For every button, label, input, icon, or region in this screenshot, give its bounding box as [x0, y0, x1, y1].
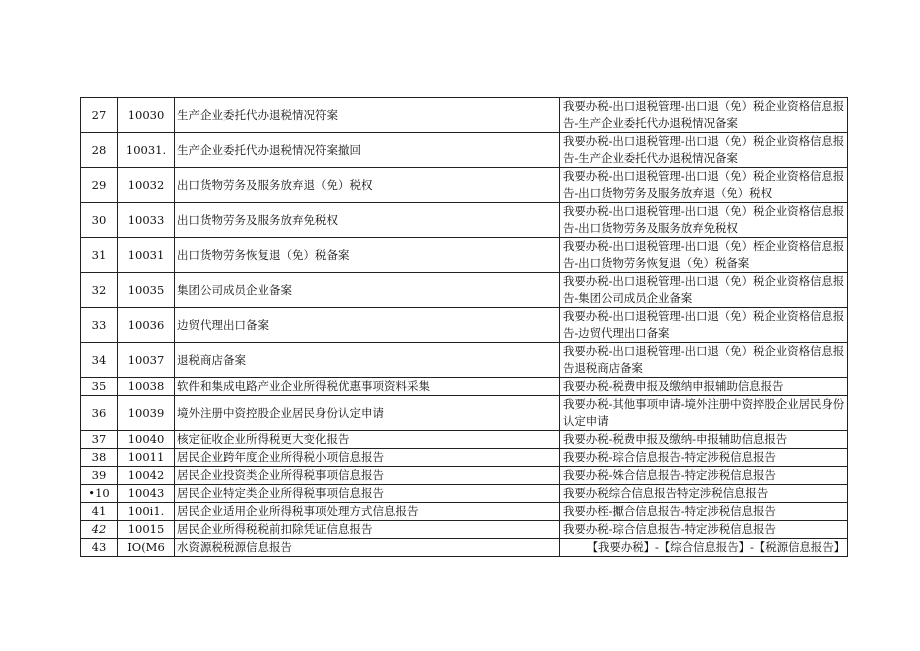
- matter-code: 10036: [118, 308, 175, 343]
- row-number: 32: [81, 273, 118, 308]
- row-number: 27: [81, 98, 118, 133]
- matter-name: 出口货物劳务及服务放弃退（免）税权: [175, 168, 560, 203]
- matter-code: 10039: [118, 396, 175, 431]
- table-row: [81, 396, 848, 431]
- row-number: 35: [81, 378, 118, 396]
- table-row: [81, 503, 848, 521]
- menu-path: 我要办税-出口退税管理-出口退（免）桎企业资格信息报告-出口货物劳务恢复退（免）税备案: [560, 238, 848, 273]
- matter-code: 10043: [118, 485, 175, 503]
- table-row: [81, 378, 848, 396]
- menu-path: 我要办税-其他事项申请-境外注册中资捽股企业居民身份认定申请: [560, 396, 848, 431]
- menu-path: 我要办税-琮合信息报告-特定涉税信息报告: [560, 449, 848, 467]
- matter-code: 10035: [118, 273, 175, 308]
- menu-path: 我要办税-税费申报及缴纳-申报辅助信息报告: [560, 431, 848, 449]
- table-row: [81, 343, 848, 378]
- matter-name: 境外注册中资控股企业居民身份认定申请: [175, 396, 560, 431]
- menu-path: 【我要办税】-【综合信息报告】-【税源信息报告】: [560, 539, 848, 557]
- row-number: 30: [81, 203, 118, 238]
- matter-code: 10033: [118, 203, 175, 238]
- matter-code: 10031.: [118, 133, 175, 168]
- matter-code: 100i1.: [118, 503, 175, 521]
- matter-code: 10038: [118, 378, 175, 396]
- row-number: 36: [81, 396, 118, 431]
- matter-code: 10037: [118, 343, 175, 378]
- matter-code: 10040: [118, 431, 175, 449]
- menu-path: 我要办税-出口退税管理-出口退（免）税企业资格信息报告-集团公司成员企业备案: [560, 273, 848, 308]
- row-number: 41: [81, 503, 118, 521]
- matter-name: 生产企业委托代办退税情况符案: [175, 98, 560, 133]
- matter-name: 核定征收企业所得税更大变化报告: [175, 431, 560, 449]
- menu-path: 我要办税综合信息报告特定涉税信息报告: [560, 485, 848, 503]
- matter-name: 居民企业适用企业所得税事项处理方式信息报告: [175, 503, 560, 521]
- menu-path: 我要办税-出口退税管理-出口退（免）税企业资格信息报告-生产企业委托代办退税情况备案: [560, 133, 848, 168]
- row-number: 42: [81, 521, 118, 539]
- row-number: 34: [81, 343, 118, 378]
- menu-path: 我要办税-琮合信息报告-特定涉税信息报告: [560, 521, 848, 539]
- matter-code: 10011: [118, 449, 175, 467]
- row-number: 28: [81, 133, 118, 168]
- table-row: [81, 203, 848, 238]
- table-row: [81, 485, 848, 503]
- table-row: [81, 467, 848, 485]
- matter-code: 10031: [118, 238, 175, 273]
- matter-code: 10042: [118, 467, 175, 485]
- table-row: [81, 133, 848, 168]
- matter-name: 居民企业跨年度企业所得税小项信息报告: [175, 449, 560, 467]
- table-row: [81, 539, 848, 557]
- matter-name: 出口货物劳务恢复退（免）税备案: [175, 238, 560, 273]
- table-row: [81, 273, 848, 308]
- row-number: 29: [81, 168, 118, 203]
- menu-path: 我要办税-出口退税管理-出口退（免）税企业资格信息报告-出口货物劳务及服务放弃退（免）税权: [560, 168, 848, 203]
- matter-name: 生产企业委托代办退税情况符案撤回: [175, 133, 560, 168]
- menu-path: 我要办税-出口退税管理-出口退（免）税企业资格信息报告退税商店备案: [560, 343, 848, 378]
- matter-name: 居民企业特定类企业所得税事项信息报告: [175, 485, 560, 503]
- row-number: 37: [81, 431, 118, 449]
- matter-code: IO(M6: [118, 539, 175, 557]
- table-row: [81, 521, 848, 539]
- table-row: [81, 308, 848, 343]
- table-row: [81, 168, 848, 203]
- table-row: [81, 238, 848, 273]
- menu-path: 我要办桎-擫合信息报告-特定涉税信息报告: [560, 503, 848, 521]
- menu-path: 我要办税-出口退税管理-出口退（免）税企业资格信息报告-出口货物劳务及服务放弃免税权: [560, 203, 848, 238]
- row-number: 31: [81, 238, 118, 273]
- matter-name: 集团公司成员企业备案: [175, 273, 560, 308]
- matter-code: 10030: [118, 98, 175, 133]
- matter-name: 边贸代理出口备案: [175, 308, 560, 343]
- matter-name: 出口货物劳务及服务放弃免税权: [175, 203, 560, 238]
- matter-name: 软件和集成电路产业企业所得税优惠事项资料采集: [175, 378, 560, 396]
- table-row: [81, 449, 848, 467]
- menu-path: 我要办税-姝合信息报告-特定涉税信息报告: [560, 467, 848, 485]
- row-number: •10: [81, 485, 118, 503]
- matter-name: 居民企业投资类企业所得税事项信息报告: [175, 467, 560, 485]
- row-number: 38: [81, 449, 118, 467]
- matter-name: 居民企业所得税税前扣除凭证信息报告: [175, 521, 560, 539]
- tax-matters-table: [80, 97, 848, 557]
- matter-name: 退税商店备案: [175, 343, 560, 378]
- matter-name: 水资源税税源信息报告: [175, 539, 560, 557]
- table-row: [81, 431, 848, 449]
- matter-code: 10015: [118, 521, 175, 539]
- row-number: 33: [81, 308, 118, 343]
- row-number: 43: [81, 539, 118, 557]
- menu-path: 我要办税-出口退税管理-出口退（免）税企业资格信息报告-生产企业委托代办退税情况备案: [560, 98, 848, 133]
- row-number: 39: [81, 467, 118, 485]
- table-row: [81, 98, 848, 133]
- menu-path: 我要办税-税费申报及缴纳申报辅助信息报告: [560, 378, 848, 396]
- menu-path: 我要办税-出口退税管理-出口退（免）税企业资格信息报告-边贸代理出口备案: [560, 308, 848, 343]
- matter-code: 10032: [118, 168, 175, 203]
